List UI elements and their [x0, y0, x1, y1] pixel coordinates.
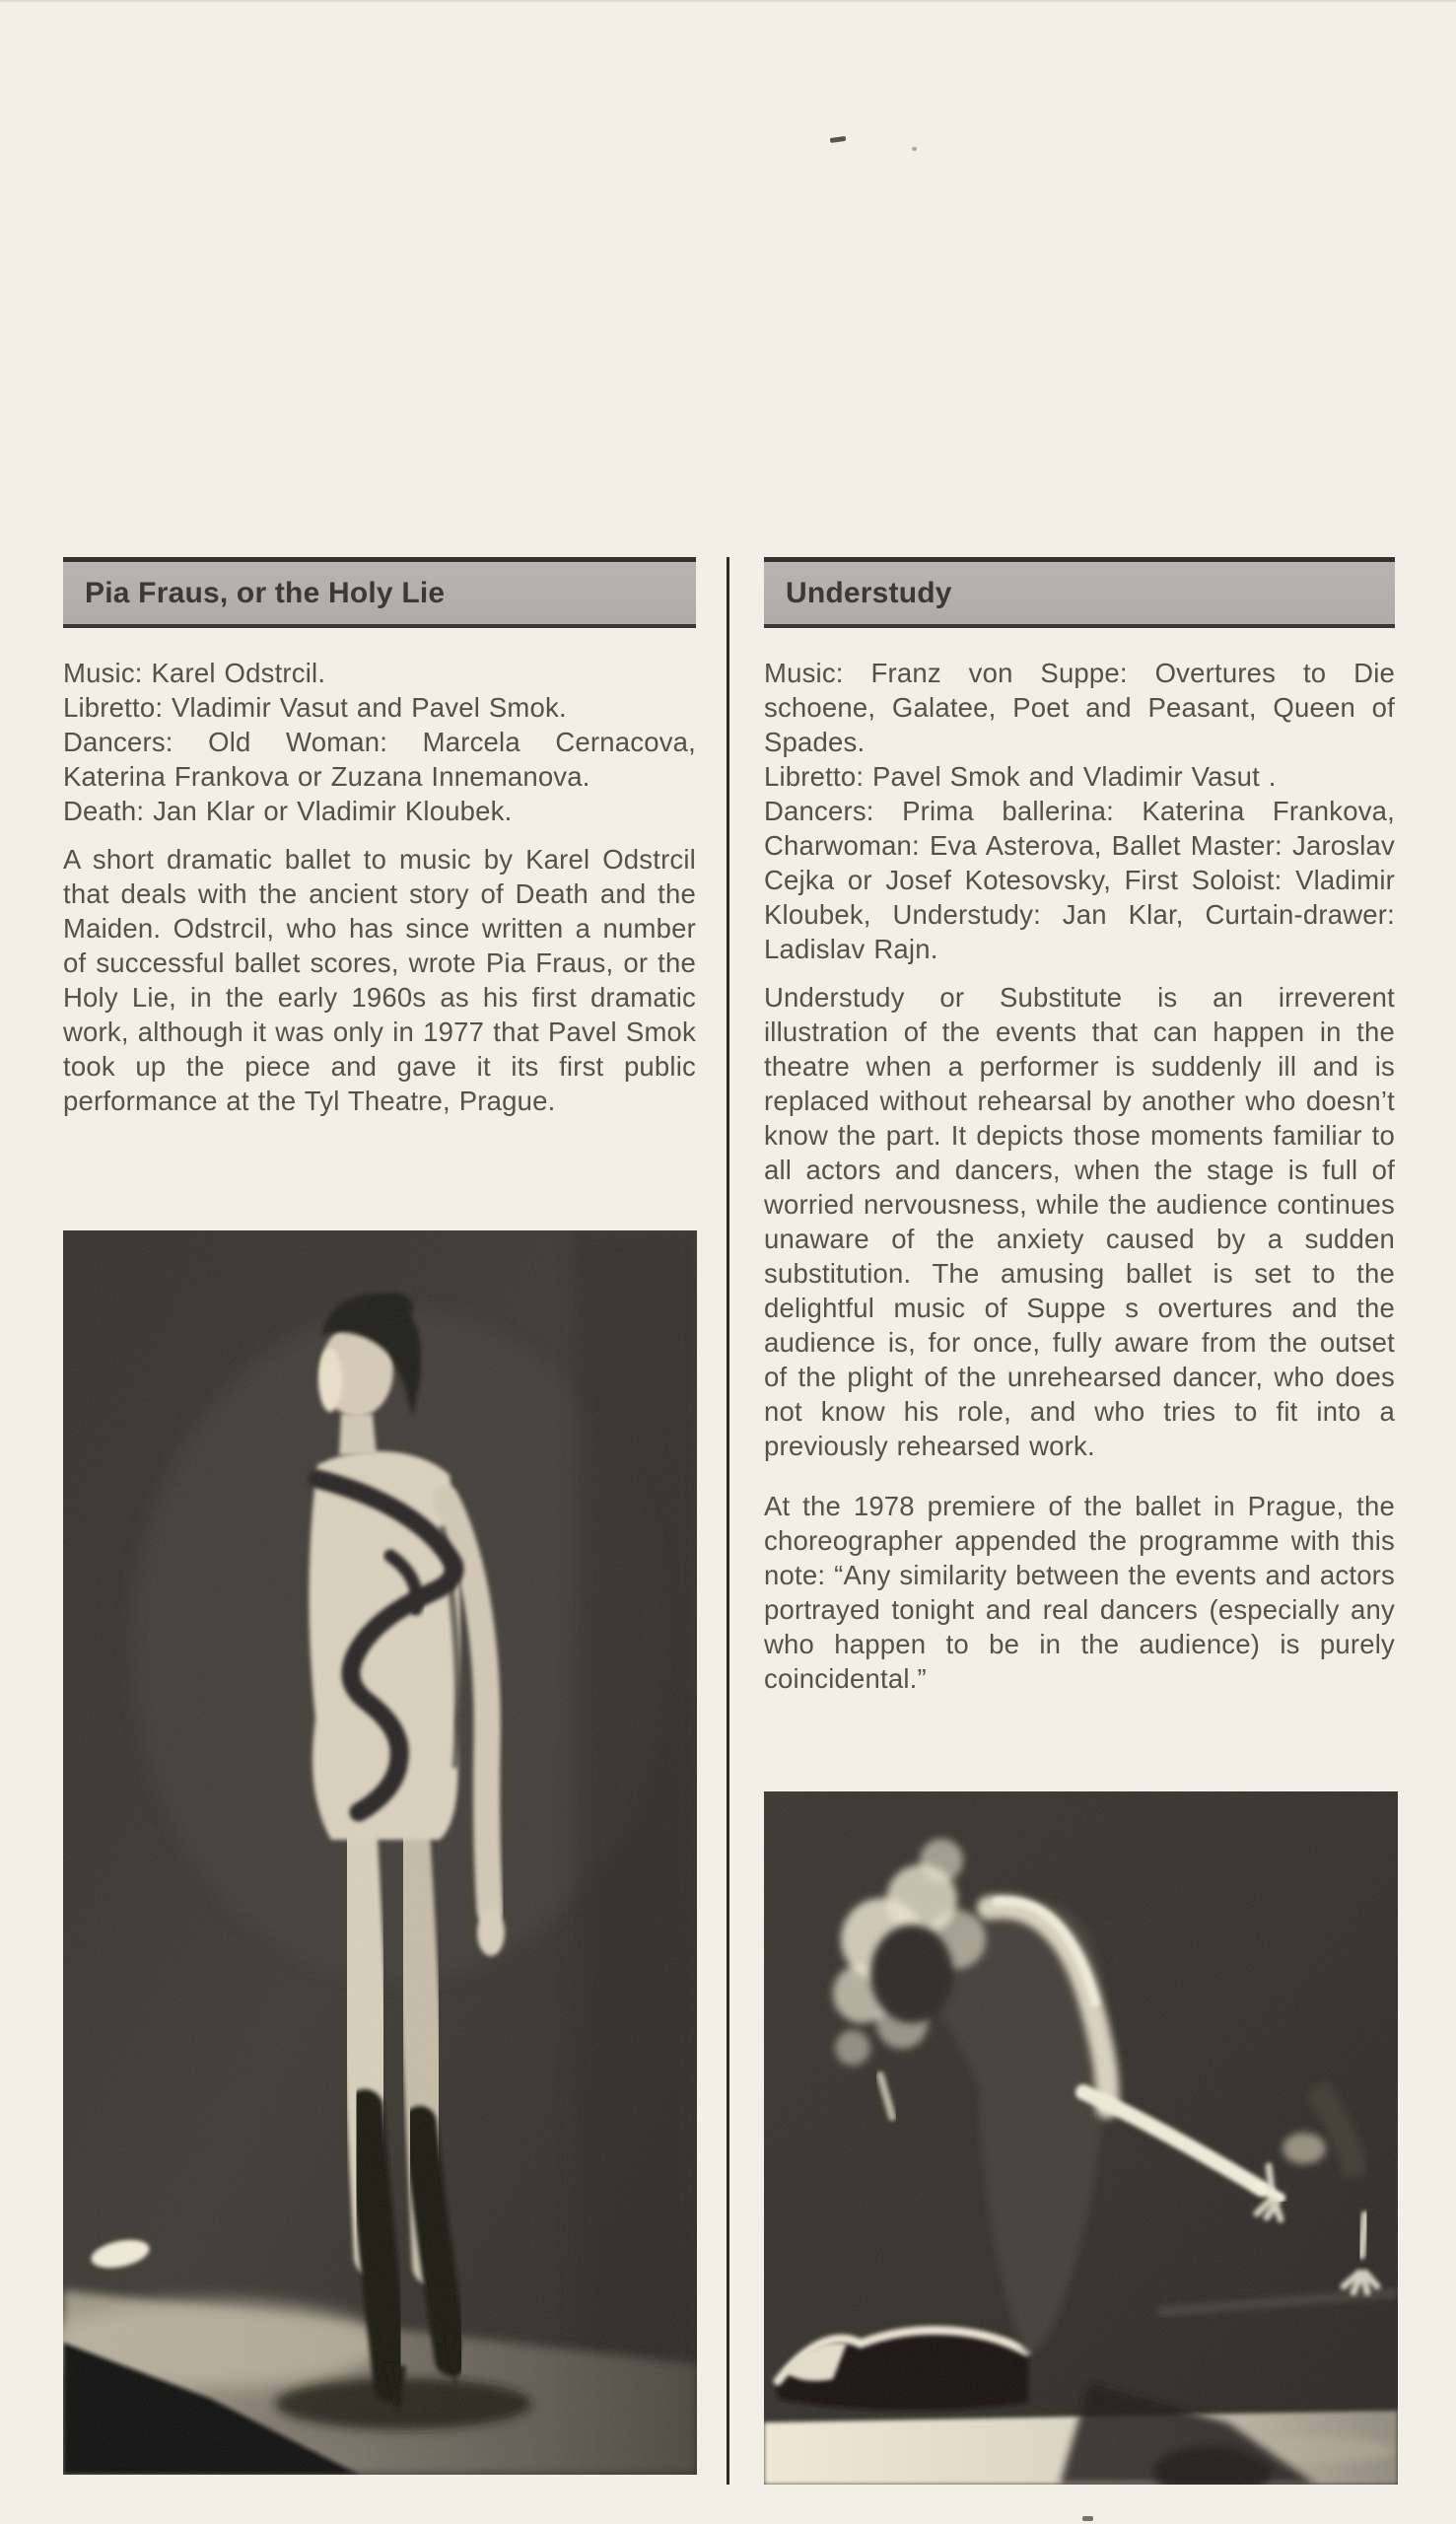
section-title: Understudy — [786, 576, 952, 609]
section-title: Pia Fraus, or the Holy Lie — [85, 576, 446, 609]
paragraph: Understudy or Substitute is an irreverent illustration of the events that can happen in the theatre when a performer is suddenly ill and is replaced without rehearsal by another who doesn’t know the part. It depicts those moments familiar to all actors and dancers, when the stage is full of worried nervousness, while the audience continues unaware of the anxiety caused by a sudden substitution. The amusing ballet is set to the delightful music of Suppe s overtures and the audience is, for once, fully aware from the outset of the plight of the unrehearsed dancer, who does not know his role, and who tries to fit into a previously rehearsed work. — [764, 982, 1395, 1461]
paragraph: A short dramatic ballet to music by Karel Odstrcil that deals with the ancient story of Death and the Maiden. Odstrcil, who has since written a number of successful ballet scores, wrote Pia Fraus, or the Holy Lie, in the early 1960s as his first dramatic work, although it was only in 1977 that Pavel Smok took up the piece and gave it its first public performance at the Tyl Theatre, Prague. — [63, 844, 696, 1116]
column-divider — [727, 557, 729, 2485]
credit-line: Dancers: Old Woman: Marcela Cernacova, Katerina Frankova or Zuzana Innemanova. — [63, 727, 696, 792]
credit-line: Dancers: Prima ballerina: Katerina Frankova, Charwoman: Eva Asterova, Ballet Master: Jaroslav Cejka or Josef Kotesovsky, First Soloist: Vladimir Kloubek, Understudy: Jan Klar, Curtain-drawer: Ladislav Rajn. — [764, 796, 1395, 964]
scan-speck — [912, 147, 917, 151]
understudy-photo-image — [764, 1791, 1398, 2485]
credit-line: Death: Jan Klar or Vladimir Kloubek. — [63, 796, 513, 826]
page-top-edge-shading — [0, 0, 1456, 3]
pia-fraus-photo — [63, 1230, 697, 2475]
credit-line: Libretto: Pavel Smok and Vladimir Vasut . — [764, 761, 1277, 792]
credit-line: Music: Karel Odstrcil. — [63, 658, 326, 688]
credits-block — [63, 656, 696, 828]
credit-line: Libretto: Vladimir Vasut and Pavel Smok. — [63, 692, 567, 723]
pia-fraus-photo-image — [63, 1230, 697, 2475]
credit-line: Music: Franz von Suppe: Overtures to Die schoene, Galatee, Poet and Peasant, Queen of Spades. — [764, 658, 1395, 757]
credits-block — [764, 656, 1395, 966]
understudy-photo — [764, 1791, 1398, 2485]
right-column — [764, 557, 1395, 1696]
section-header-pia-fraus — [63, 557, 696, 628]
scan-speck — [830, 136, 847, 143]
scan-speck — [1082, 2516, 1093, 2521]
paragraph: At the 1978 premiere of the ballet in Prague, the choreographer appended the programme with this note: “Any similarity between the events and actors portrayed tonight and real dancers (especially any who happen to be in the audience) is purely coincidental.” — [764, 1491, 1395, 1694]
section-header-understudy — [764, 557, 1395, 628]
left-column — [63, 557, 696, 1118]
